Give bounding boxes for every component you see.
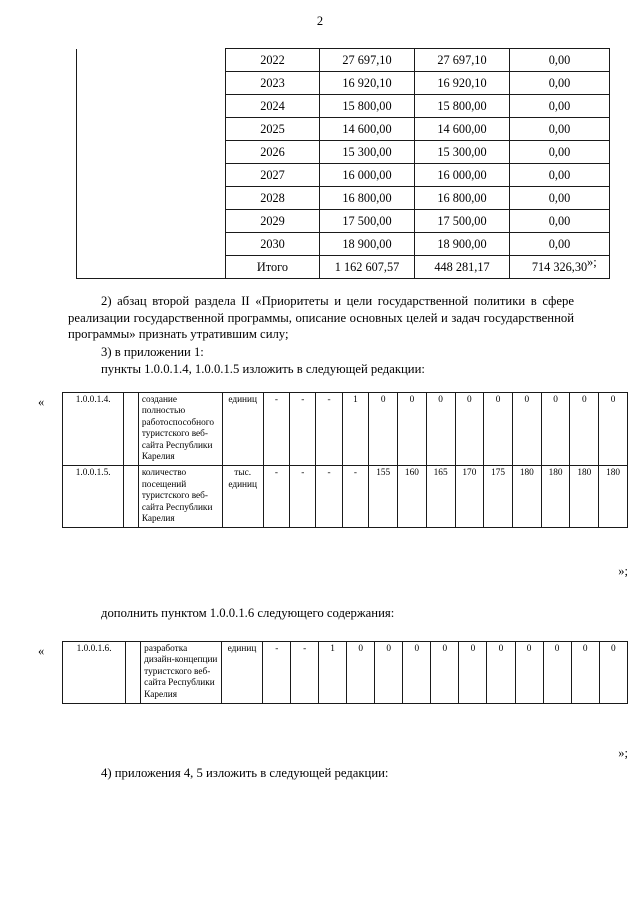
finance-cell-regional: 0,00 xyxy=(510,233,610,256)
indicator-value-4: - xyxy=(342,466,369,528)
indicator-value-11: 0 xyxy=(543,642,571,704)
indicator-id: 1.0.0.1.5. xyxy=(63,466,124,528)
finance-cell-year: 2022 xyxy=(226,49,320,72)
indicator-spacer-cell xyxy=(126,642,141,704)
page-number: 2 xyxy=(316,14,324,28)
indicator-row xyxy=(63,466,628,528)
indicator-value-13: 0 xyxy=(599,393,628,466)
indicator-value-12: 0 xyxy=(571,642,599,704)
indicator-value-9: 0 xyxy=(487,642,515,704)
finance-cell-federal: 15 300,00 xyxy=(415,141,510,164)
finance-cell-year: Итого xyxy=(226,256,320,279)
finance-cell-total: 17 500,00 xyxy=(320,210,415,233)
finance-cell-federal: 14 600,00 xyxy=(415,118,510,141)
finance-cell-regional: 0,00 xyxy=(510,95,610,118)
finance-cell-year: 2030 xyxy=(226,233,320,256)
indicator-value-13: 0 xyxy=(599,642,627,704)
finance-cell-federal: 16 800,00 xyxy=(415,187,510,210)
finance-cell-total: 16 000,00 xyxy=(320,164,415,187)
indicator-value-1: - xyxy=(263,393,289,466)
indicator-value-5: 0 xyxy=(375,642,403,704)
indicator-value-4: 0 xyxy=(347,642,375,704)
table-row xyxy=(77,49,610,72)
finance-cell-total: 18 900,00 xyxy=(320,233,415,256)
indicator-value-2: - xyxy=(290,466,316,528)
finance-table-closing-mark: »; xyxy=(587,255,597,269)
indicator-value-12: 180 xyxy=(570,466,599,528)
indicator-name: создание полностью работоспособного туристского веб-сайта Республики Карелия xyxy=(138,393,222,466)
finance-cell-regional: 0,00 xyxy=(510,187,610,210)
opening-guillemet-1: « xyxy=(38,395,45,409)
indicator-value-6: 0 xyxy=(403,642,431,704)
finance-cell-year: 2024 xyxy=(226,95,320,118)
indicator-value-8: 170 xyxy=(455,466,484,528)
indicator-value-3: 1 xyxy=(319,642,347,704)
finance-cell-year: 2027 xyxy=(226,164,320,187)
paragraph-item-3: 3) в приложении 1: xyxy=(101,345,204,359)
finance-cell-federal: 16 000,00 xyxy=(415,164,510,187)
finance-cell-federal: 17 500,00 xyxy=(415,210,510,233)
indicator-id: 1.0.0.1.6. xyxy=(63,642,126,704)
finance-cell-total: 1 162 607,57 xyxy=(320,256,415,279)
indicator-value-13: 180 xyxy=(599,466,628,528)
finance-cell-total: 16 800,00 xyxy=(320,187,415,210)
finance-table xyxy=(76,48,610,279)
indicator-row xyxy=(63,393,628,466)
indicator-value-7: 165 xyxy=(426,466,455,528)
finance-cell-total: 15 300,00 xyxy=(320,141,415,164)
finance-cell-regional: 0,00 xyxy=(510,141,610,164)
finance-cell-federal: 27 697,10 xyxy=(415,49,510,72)
finance-cell-regional: 0,00 xyxy=(510,164,610,187)
indicator-value-10: 0 xyxy=(512,393,541,466)
indicator-table-1 xyxy=(62,392,628,528)
indicator-table-2 xyxy=(62,641,628,704)
indicator-value-4: 1 xyxy=(342,393,369,466)
indicator-spacer-cell xyxy=(124,466,138,528)
indicator-value-8: 0 xyxy=(455,393,484,466)
indicator-value-11: 0 xyxy=(541,393,570,466)
finance-cell-regional: 0,00 xyxy=(510,49,610,72)
finance-row-label-merged xyxy=(77,49,226,279)
indicator-value-11: 180 xyxy=(541,466,570,528)
indicator-value-8: 0 xyxy=(459,642,487,704)
closing-guillemet-1: »; xyxy=(618,564,628,578)
indicator-value-9: 175 xyxy=(484,466,513,528)
finance-cell-year: 2023 xyxy=(226,72,320,95)
finance-cell-federal: 448 281,17 xyxy=(415,256,510,279)
indicator-unit: тыс. единиц xyxy=(222,466,263,528)
finance-cell-year: 2028 xyxy=(226,187,320,210)
opening-guillemet-2: « xyxy=(38,644,45,658)
finance-cell-total: 27 697,10 xyxy=(320,49,415,72)
indicator-row xyxy=(63,642,628,704)
indicator-value-1: - xyxy=(263,642,291,704)
finance-cell-year: 2026 xyxy=(226,141,320,164)
indicator-value-10: 0 xyxy=(515,642,543,704)
paragraph-add-item: дополнить пунктом 1.0.0.1.6 следующего содержания: xyxy=(101,606,395,620)
indicator-name: разработка дизайн-концепции туристского веб-сайта Республики Карелия xyxy=(141,642,221,704)
indicator-value-6: 0 xyxy=(398,393,427,466)
indicator-value-7: 0 xyxy=(431,642,459,704)
finance-cell-federal: 18 900,00 xyxy=(415,233,510,256)
finance-cell-total: 14 600,00 xyxy=(320,118,415,141)
finance-cell-year: 2025 xyxy=(226,118,320,141)
indicator-value-6: 160 xyxy=(398,466,427,528)
paragraph-item-2: 2) абзац второй раздела II «Приоритеты и цели государственной политики в сфере реализации государственной программы, описание основных целей и задач государственной программы» признать утратившим силу; xyxy=(68,294,574,342)
indicator-value-9: 0 xyxy=(484,393,513,466)
indicator-value-2: - xyxy=(290,393,316,466)
indicator-value-10: 180 xyxy=(512,466,541,528)
finance-table-wrapper xyxy=(76,48,588,279)
finance-cell-total: 16 920,10 xyxy=(320,72,415,95)
finance-cell-federal: 16 920,10 xyxy=(415,72,510,95)
indicator-value-7: 0 xyxy=(426,393,455,466)
indicator-name: количество посещений туристского веб-сайта Республики Карелия xyxy=(138,466,222,528)
indicator-spacer-cell xyxy=(124,393,138,466)
finance-cell-total: 15 800,00 xyxy=(320,95,415,118)
finance-cell-regional: 0,00 xyxy=(510,210,610,233)
finance-cell-regional: 0,00 xyxy=(510,118,610,141)
paragraph-item-3-sub: пункты 1.0.0.1.4, 1.0.0.1.5 изложить в следующей редакции: xyxy=(101,362,425,376)
indicator-value-3: - xyxy=(316,393,342,466)
indicator-unit: единиц xyxy=(222,393,263,466)
finance-cell-federal: 15 800,00 xyxy=(415,95,510,118)
indicator-value-3: - xyxy=(316,466,342,528)
paragraph-item-4: 4) приложения 4, 5 изложить в следующей редакции: xyxy=(101,766,389,780)
closing-guillemet-2: »; xyxy=(618,746,628,760)
indicator-value-12: 0 xyxy=(570,393,599,466)
indicator-unit: единиц xyxy=(221,642,263,704)
indicator-id: 1.0.0.1.4. xyxy=(63,393,124,466)
indicator-value-1: - xyxy=(263,466,289,528)
finance-cell-year: 2029 xyxy=(226,210,320,233)
indicator-value-5: 155 xyxy=(369,466,398,528)
finance-cell-regional: 714 326,30 xyxy=(510,256,610,279)
finance-cell-regional: 0,00 xyxy=(510,72,610,95)
indicator-value-5: 0 xyxy=(369,393,398,466)
indicator-value-2: - xyxy=(291,642,319,704)
